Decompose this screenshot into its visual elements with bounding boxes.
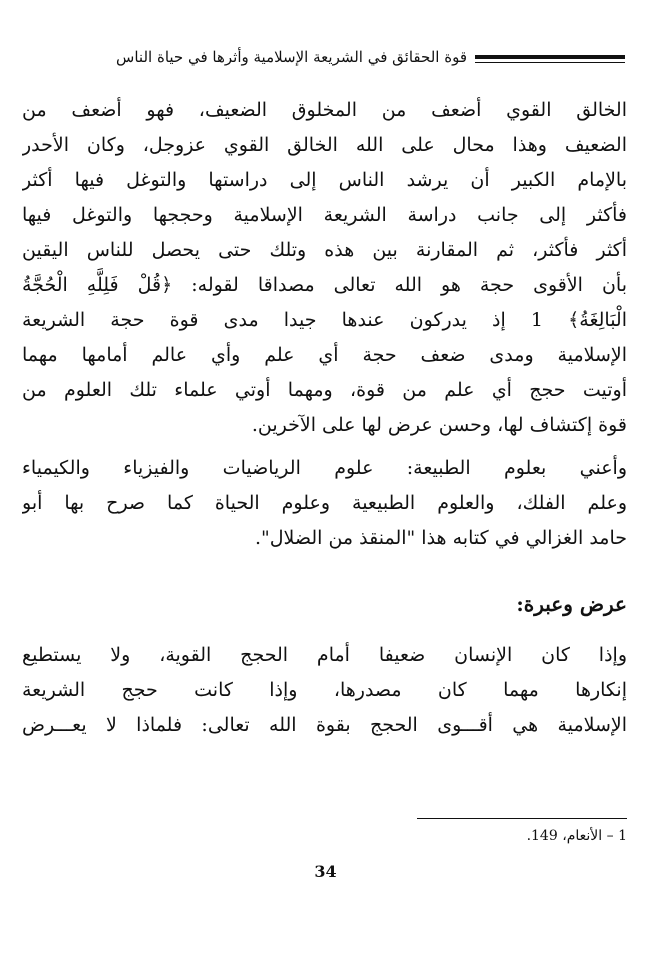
text-line: وأعني بعلوم الطبيعة: علوم الرياضيات والفيزياء والكيمياء <box>22 457 627 479</box>
page-number: 34 <box>314 862 337 881</box>
text-line: بالإمام الكبير أن يرشد الناس إلى دراستها والتوغل فيها أكثر <box>22 169 627 191</box>
text-line: وعلم الفلك، والعلوم الطبيعية وعلوم الحياة كما صرح بها أبو <box>22 492 627 514</box>
header-rule <box>475 55 625 59</box>
text-line: أوتيت حجج أي علم من قوة، ومهما أوتي علماء تلك العلوم من <box>22 379 627 401</box>
paragraph-3 <box>22 638 627 743</box>
text-line: إنكارها مهما كان مصدرها، وإذا كانت حجج الشريعة <box>22 679 627 701</box>
paragraph-2 <box>22 451 627 556</box>
text-line: الخالق القوي أضعف من المخلوق الضعيف، فهو أضعف من <box>22 99 627 121</box>
paragraph-1 <box>22 93 627 443</box>
text-line: فأكثر إلى جانب دراسة الشريعة الإسلامية وحججها والتوغل فيها <box>22 204 627 226</box>
text-line: حامد الغزالي في كتابه هذا "المنقذ من الضلال". <box>254 527 627 549</box>
footnote: 1 – الأنعام، 149. <box>526 828 627 844</box>
running-header <box>20 40 625 80</box>
text-line: الإسلامية هي أقـــوى الحجج بقوة الله تعالى: فلماذا لا يعـــرض <box>22 714 627 736</box>
text-line: وإذا كان الإنسان ضعيفا أمام الحجج القوية، ولا يستطيع <box>22 644 627 666</box>
text-line: الإسلامية ومدى ضعف حجة أي علم وأي عالم أمامها مهما <box>22 344 627 366</box>
text-line: قوة إكتشاف لها، وحسن عرض لها على الآخرين. <box>251 414 627 436</box>
text-line: الْبَالِغَةُ﴾ 1 إذ يدركون عندها جيدا مدى قوة حجة الشريعة <box>22 309 627 331</box>
text-line: بأن الأقوى حجة هو الله تعالى مصداقا لقوله: ﴿قُلْ فَلِلَّهِ الْحُجَّةُ <box>22 274 627 296</box>
page-body <box>22 93 627 751</box>
section-heading: عرض وعبرة: <box>516 592 627 616</box>
footnote-rule <box>417 818 627 819</box>
text-line: الضعيف وهذا محال على الله الخالق القوي عزوجل، وكان الأحدر <box>22 134 627 156</box>
header-title: قوة الحقائق في الشريعة الإسلامية وأثرها في حياة الناس <box>116 48 467 66</box>
text-line: أكثر فأكثر، ثم المقارنة بين هذه وتلك حتى يحصل للناس اليقين <box>22 239 627 261</box>
